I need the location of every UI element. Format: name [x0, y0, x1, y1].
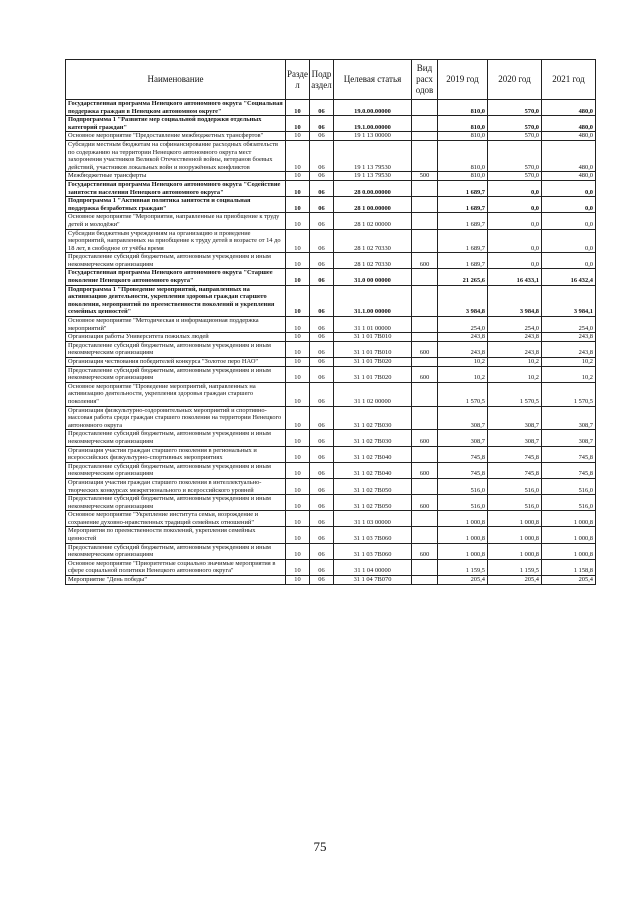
row-amount-2019-cell: 810,0 [438, 132, 488, 141]
row-amount-2021-cell: 0,0 [542, 229, 596, 253]
row-subsection-cell: 06 [310, 100, 334, 116]
row-target-article-cell: 19 1 13 79530 [334, 140, 412, 171]
row-expense-type-cell: 500 [412, 172, 438, 181]
row-subsection-cell: 06 [310, 559, 334, 575]
row-subsection-cell: 06 [310, 213, 334, 229]
row-amount-2020-cell: 745,8 [488, 446, 542, 462]
row-section-cell: 10 [286, 213, 310, 229]
row-section-cell: 10 [286, 197, 310, 213]
table-row [66, 543, 596, 559]
row-amount-2019-cell: 1 000,8 [438, 527, 488, 543]
row-expense-type-cell [412, 180, 438, 196]
row-amount-2019-cell: 1 689,7 [438, 197, 488, 213]
row-amount-2021-cell: 745,8 [542, 446, 596, 462]
row-section-cell: 10 [286, 317, 310, 333]
row-subsection-cell: 06 [310, 576, 334, 585]
row-expense-type-cell: 600 [412, 462, 438, 478]
header-subsection: Подр аздел [310, 60, 334, 100]
table-row [66, 527, 596, 543]
row-amount-2020-cell: 16 433,1 [488, 269, 542, 285]
row-amount-2021-cell: 0,0 [542, 253, 596, 269]
row-name-cell: Организация участия граждан старшего поколения в региональных и всероссийских физкультурно-спортивных мероприятиях [66, 446, 286, 462]
row-amount-2021-cell: 16 432,4 [542, 269, 596, 285]
row-name-cell: Предоставление субсидий бюджетным, автономным учреждениям и иным некоммерческим организациям [66, 366, 286, 382]
row-name-cell: Межбюджетные трансферты [66, 172, 286, 181]
row-amount-2020-cell: 570,0 [488, 116, 542, 132]
row-subsection-cell: 06 [310, 511, 334, 527]
header-year-2020: 2020 год [488, 60, 542, 100]
row-target-article-cell: 31 1 03 00000 [334, 511, 412, 527]
row-amount-2020-cell: 10,2 [488, 358, 542, 367]
row-amount-2021-cell: 205,4 [542, 576, 596, 585]
row-amount-2021-cell: 480,0 [542, 116, 596, 132]
row-name-cell: Предоставление субсидий бюджетным, автономным учреждениям и иным некоммерческим организациям [66, 253, 286, 269]
row-subsection-cell: 06 [310, 172, 334, 181]
row-section-cell: 10 [286, 559, 310, 575]
row-amount-2019-cell: 10,2 [438, 358, 488, 367]
row-section-cell: 10 [286, 100, 310, 116]
row-name-cell: Основное мероприятие "Мероприятия, направленные на приобщение к труду детей и молодёжи" [66, 213, 286, 229]
row-expense-type-cell: 600 [412, 430, 438, 446]
row-expense-type-cell [412, 358, 438, 367]
row-amount-2019-cell: 308,7 [438, 406, 488, 430]
row-section-cell: 10 [286, 382, 310, 406]
table-row [66, 462, 596, 478]
row-amount-2019-cell: 810,0 [438, 100, 488, 116]
row-subsection-cell: 06 [310, 333, 334, 342]
row-amount-2020-cell: 1 000,8 [488, 543, 542, 559]
row-expense-type-cell: 600 [412, 341, 438, 357]
row-section-cell: 10 [286, 511, 310, 527]
row-amount-2020-cell: 1 159,5 [488, 559, 542, 575]
row-amount-2019-cell: 254,0 [438, 317, 488, 333]
table-row [66, 333, 596, 342]
row-name-cell: Предоставление субсидий бюджетным, автономным учреждениям и иным некоммерческим организациям [66, 341, 286, 357]
row-target-article-cell: 19.0.00.00000 [334, 100, 412, 116]
row-expense-type-cell [412, 559, 438, 575]
row-section-cell: 10 [286, 132, 310, 141]
row-target-article-cell: 31 1 03 7В060 [334, 527, 412, 543]
row-subsection-cell: 06 [310, 269, 334, 285]
row-amount-2021-cell: 480,0 [542, 100, 596, 116]
row-amount-2021-cell: 1 000,8 [542, 527, 596, 543]
row-name-cell: Основное мероприятие "Приоритетные социально значимые мероприятия в сфере социальной политики Ненецкого автономного округа" [66, 559, 286, 575]
row-subsection-cell: 06 [310, 180, 334, 196]
row-target-article-cell: 31 1 01 7В010 [334, 341, 412, 357]
row-expense-type-cell [412, 317, 438, 333]
row-target-article-cell: 28 1 02 00000 [334, 213, 412, 229]
row-subsection-cell: 06 [310, 527, 334, 543]
table-row [66, 406, 596, 430]
row-target-article-cell: 31 1 02 7В030 [334, 430, 412, 446]
header-year-2019: 2019 год [438, 60, 488, 100]
row-subsection-cell: 06 [310, 317, 334, 333]
row-section-cell: 10 [286, 462, 310, 478]
row-name-cell: Основное мероприятие "Проведение мероприятий, направленных на активизацию деятельности, укрепления здоровья граждан старшего поколения" [66, 382, 286, 406]
row-subsection-cell: 06 [310, 478, 334, 494]
row-target-article-cell: 19 1 13 79530 [334, 172, 412, 181]
table-row [66, 495, 596, 511]
table-row [66, 213, 596, 229]
row-section-cell: 10 [286, 527, 310, 543]
row-amount-2021-cell: 308,7 [542, 406, 596, 430]
row-amount-2020-cell: 243,8 [488, 333, 542, 342]
row-expense-type-cell [412, 406, 438, 430]
row-amount-2020-cell: 1 570,5 [488, 382, 542, 406]
row-section-cell: 10 [286, 229, 310, 253]
row-target-article-cell: 28 1 02 70330 [334, 229, 412, 253]
row-target-article-cell: 31 1 04 7В070 [334, 576, 412, 585]
row-subsection-cell: 06 [310, 140, 334, 171]
row-amount-2020-cell: 308,7 [488, 430, 542, 446]
row-section-cell: 10 [286, 358, 310, 367]
row-amount-2021-cell: 243,8 [542, 341, 596, 357]
row-amount-2019-cell: 516,0 [438, 495, 488, 511]
table-body [66, 100, 596, 585]
row-amount-2021-cell: 254,0 [542, 317, 596, 333]
row-name-cell: Предоставление субсидий бюджетным, автономным учреждениям и иным некоммерческим организациям [66, 543, 286, 559]
row-expense-type-cell [412, 511, 438, 527]
row-expense-type-cell: 600 [412, 253, 438, 269]
row-section-cell: 10 [286, 253, 310, 269]
row-name-cell: Предоставление субсидий бюджетным, автономным учреждениям и иным некоммерческим организациям [66, 462, 286, 478]
row-expense-type-cell [412, 527, 438, 543]
row-expense-type-cell [412, 197, 438, 213]
row-expense-type-cell [412, 285, 438, 316]
row-expense-type-cell [412, 576, 438, 585]
row-expense-type-cell [412, 446, 438, 462]
row-subsection-cell: 06 [310, 366, 334, 382]
row-target-article-cell: 31 1 01 7В010 [334, 333, 412, 342]
row-amount-2020-cell: 516,0 [488, 478, 542, 494]
row-amount-2019-cell: 810,0 [438, 140, 488, 171]
row-amount-2019-cell: 10,2 [438, 366, 488, 382]
row-section-cell: 10 [286, 495, 310, 511]
row-subsection-cell: 06 [310, 197, 334, 213]
header-section: Разде л [286, 60, 310, 100]
row-name-cell: Субсидии местным бюджетам на софинансирование расходных обязательств по содержанию на территории Ненецкого автономного округа мест захоронения участников Великой Отечественной войны, ветеранов боевых действий, участников локальных войн и вооружённых конфликтов [66, 140, 286, 171]
row-expense-type-cell [412, 269, 438, 285]
row-section-cell: 10 [286, 269, 310, 285]
table-row [66, 341, 596, 357]
row-expense-type-cell [412, 213, 438, 229]
row-subsection-cell: 06 [310, 116, 334, 132]
row-section-cell: 10 [286, 140, 310, 171]
row-target-article-cell: 31 1 02 7В040 [334, 462, 412, 478]
table-row [66, 253, 596, 269]
table-row [66, 172, 596, 181]
row-subsection-cell: 06 [310, 430, 334, 446]
row-section-cell: 10 [286, 341, 310, 357]
row-amount-2019-cell: 1 000,8 [438, 543, 488, 559]
row-amount-2020-cell: 308,7 [488, 406, 542, 430]
row-amount-2020-cell: 243,8 [488, 341, 542, 357]
table-row [66, 229, 596, 253]
row-subsection-cell: 06 [310, 253, 334, 269]
row-amount-2019-cell: 1 689,7 [438, 180, 488, 196]
table-row [66, 446, 596, 462]
row-amount-2021-cell: 745,8 [542, 462, 596, 478]
row-section-cell: 10 [286, 180, 310, 196]
row-expense-type-cell: 600 [412, 366, 438, 382]
table-row [66, 140, 596, 171]
table-row [66, 285, 596, 316]
table-row [66, 317, 596, 333]
row-target-article-cell: 31 1 01 7В020 [334, 366, 412, 382]
row-amount-2019-cell: 205,4 [438, 576, 488, 585]
row-amount-2019-cell: 1 000,8 [438, 511, 488, 527]
row-amount-2019-cell: 21 265,6 [438, 269, 488, 285]
row-amount-2019-cell: 745,8 [438, 462, 488, 478]
row-amount-2020-cell: 205,4 [488, 576, 542, 585]
row-amount-2021-cell: 516,0 [542, 478, 596, 494]
row-name-cell: Организация работы Университета пожилых людей [66, 333, 286, 342]
header-name: Наименование [66, 60, 286, 100]
row-amount-2020-cell: 0,0 [488, 197, 542, 213]
row-target-article-cell: 31 1 04 00000 [334, 559, 412, 575]
row-subsection-cell: 06 [310, 229, 334, 253]
row-amount-2021-cell: 1 000,8 [542, 511, 596, 527]
row-section-cell: 10 [286, 285, 310, 316]
table-row [66, 180, 596, 196]
row-amount-2021-cell: 1 158,8 [542, 559, 596, 575]
row-section-cell: 10 [286, 366, 310, 382]
row-target-article-cell: 31 1 02 7В050 [334, 478, 412, 494]
row-amount-2020-cell: 745,8 [488, 462, 542, 478]
row-name-cell: Мероприятие "День победы" [66, 576, 286, 585]
row-amount-2020-cell: 570,0 [488, 140, 542, 171]
row-expense-type-cell [412, 382, 438, 406]
row-subsection-cell: 06 [310, 462, 334, 478]
row-amount-2019-cell: 810,0 [438, 172, 488, 181]
row-amount-2021-cell: 0,0 [542, 213, 596, 229]
row-name-cell: Организация чествования победителей конкурса "Золотое перо НАО" [66, 358, 286, 367]
row-subsection-cell: 06 [310, 406, 334, 430]
row-amount-2021-cell: 0,0 [542, 197, 596, 213]
row-name-cell: Предоставление субсидий бюджетным, автономным учреждениям и иным некоммерческим организациям [66, 430, 286, 446]
row-subsection-cell: 06 [310, 285, 334, 316]
row-amount-2021-cell: 0,0 [542, 180, 596, 196]
header-row [66, 60, 596, 100]
row-name-cell: Предоставление субсидий бюджетным, автономным учреждениям и иным некоммерческим организациям [66, 495, 286, 511]
row-expense-type-cell [412, 229, 438, 253]
table-row [66, 116, 596, 132]
row-amount-2021-cell: 10,2 [542, 358, 596, 367]
table-row [66, 100, 596, 116]
row-amount-2021-cell: 480,0 [542, 172, 596, 181]
table-row [66, 511, 596, 527]
row-amount-2021-cell: 1 570,5 [542, 382, 596, 406]
row-section-cell: 10 [286, 172, 310, 181]
row-target-article-cell: 31.1.00 00000 [334, 285, 412, 316]
row-amount-2019-cell: 1 689,7 [438, 229, 488, 253]
row-section-cell: 10 [286, 333, 310, 342]
row-target-article-cell: 31 1 03 7В060 [334, 543, 412, 559]
row-target-article-cell: 19.1.00.00000 [334, 116, 412, 132]
row-amount-2021-cell: 480,0 [542, 140, 596, 171]
row-amount-2020-cell: 570,0 [488, 100, 542, 116]
row-target-article-cell: 31 1 02 7В050 [334, 495, 412, 511]
table-row [66, 430, 596, 446]
row-name-cell: Организация физкультурно-оздоровительных мероприятий и спортивно-массовая работа среди граждан старшего поколения на территории Ненецкого автономного округа [66, 406, 286, 430]
row-subsection-cell: 06 [310, 495, 334, 511]
row-amount-2019-cell: 308,7 [438, 430, 488, 446]
row-name-cell: Государственная программа Ненецкого автономного округа "Старшее поколение Ненецкого автономного округа" [66, 269, 286, 285]
row-target-article-cell: 28 1 02 70330 [334, 253, 412, 269]
table-row [66, 366, 596, 382]
row-expense-type-cell [412, 116, 438, 132]
row-name-cell: Государственная программа Ненецкого автономного округа "Содействие занятости населения Ненецкого автономного округа" [66, 180, 286, 196]
row-name-cell: Организация участия граждан старшего поколения в интеллектуально-творческих конкурсах межрегионального и всероссийского уровней [66, 478, 286, 494]
table-row [66, 358, 596, 367]
row-name-cell: Государственная программа Ненецкого автономного округа "Социальная поддержка граждан в Ненецком автономном округе" [66, 100, 286, 116]
row-subsection-cell: 06 [310, 382, 334, 406]
row-target-article-cell: 31 1 01 7В020 [334, 358, 412, 367]
row-amount-2019-cell: 1 689,7 [438, 213, 488, 229]
table-row [66, 132, 596, 141]
row-section-cell: 10 [286, 543, 310, 559]
row-amount-2020-cell: 3 984,8 [488, 285, 542, 316]
row-name-cell: Основное мероприятие "Предоставление межбюджетных трансфертов" [66, 132, 286, 141]
row-expense-type-cell [412, 333, 438, 342]
row-section-cell: 10 [286, 406, 310, 430]
row-amount-2021-cell: 1 000,8 [542, 543, 596, 559]
row-amount-2020-cell: 516,0 [488, 495, 542, 511]
row-name-cell: Субсидии бюджетным учреждениям на организацию и проведение мероприятий, направленных на приобщение к труду детей в возрасте от 14 до 18 лет, в свободное от учёбы время [66, 229, 286, 253]
table-row [66, 576, 596, 585]
header-target-article: Целевая статья [334, 60, 412, 100]
row-name-cell: Мероприятия по преемственности поколений, укрепления семейных ценностей [66, 527, 286, 543]
row-amount-2021-cell: 243,8 [542, 333, 596, 342]
row-name-cell: Подпрограмма 1 "Развитие мер социальной поддержки отдельных категорий граждан" [66, 116, 286, 132]
row-target-article-cell: 31 1 01 00000 [334, 317, 412, 333]
row-section-cell: 10 [286, 446, 310, 462]
row-amount-2021-cell: 3 984,1 [542, 285, 596, 316]
row-amount-2021-cell: 480,0 [542, 132, 596, 141]
row-name-cell: Подпрограмма 1 "Проведение мероприятий, направленных на активизацию деятельности, укрепления здоровья граждан старшего поколения, мероприятий по преемственности поколений и укрепления семейных ценностей" [66, 285, 286, 316]
row-expense-type-cell: 600 [412, 495, 438, 511]
row-expense-type-cell [412, 132, 438, 141]
row-amount-2021-cell: 516,0 [542, 495, 596, 511]
row-amount-2019-cell: 1 689,7 [438, 253, 488, 269]
row-subsection-cell: 06 [310, 132, 334, 141]
row-amount-2019-cell: 810,0 [438, 116, 488, 132]
row-amount-2019-cell: 745,8 [438, 446, 488, 462]
table-row [66, 269, 596, 285]
table-row [66, 478, 596, 494]
table-row [66, 197, 596, 213]
row-section-cell: 10 [286, 576, 310, 585]
row-amount-2021-cell: 308,7 [542, 430, 596, 446]
row-target-article-cell: 31.0 00 00000 [334, 269, 412, 285]
row-amount-2020-cell: 1 000,8 [488, 511, 542, 527]
row-amount-2019-cell: 1 570,5 [438, 382, 488, 406]
row-amount-2020-cell: 10,2 [488, 366, 542, 382]
row-name-cell: Основное мероприятие "Методическая и информационная поддержка мероприятий" [66, 317, 286, 333]
row-name-cell: Основное мероприятие "Укрепление института семьи, возрождение и сохранение духовно-нравственных традиций семейных отношений" [66, 511, 286, 527]
row-target-article-cell: 31 1 02 7В030 [334, 406, 412, 430]
row-section-cell: 10 [286, 478, 310, 494]
row-subsection-cell: 06 [310, 358, 334, 367]
row-target-article-cell: 31 1 02 7В040 [334, 446, 412, 462]
row-amount-2019-cell: 3 984,8 [438, 285, 488, 316]
header-expense-type: Вид расх одов [412, 60, 438, 100]
row-target-article-cell: 31 1 02 00000 [334, 382, 412, 406]
row-expense-type-cell [412, 100, 438, 116]
row-expense-type-cell: 600 [412, 543, 438, 559]
row-amount-2020-cell: 570,0 [488, 132, 542, 141]
budget-table [65, 59, 596, 585]
row-amount-2020-cell: 570,0 [488, 172, 542, 181]
row-amount-2020-cell: 1 000,8 [488, 527, 542, 543]
row-amount-2019-cell: 1 159,5 [438, 559, 488, 575]
table-row [66, 559, 596, 575]
row-target-article-cell: 19 1 13 00000 [334, 132, 412, 141]
row-amount-2020-cell: 0,0 [488, 213, 542, 229]
row-section-cell: 10 [286, 116, 310, 132]
row-amount-2020-cell: 0,0 [488, 229, 542, 253]
row-amount-2020-cell: 0,0 [488, 180, 542, 196]
table-row [66, 382, 596, 406]
row-expense-type-cell [412, 478, 438, 494]
row-amount-2019-cell: 243,8 [438, 333, 488, 342]
row-section-cell: 10 [286, 430, 310, 446]
row-target-article-cell: 28 0.00.00000 [334, 180, 412, 196]
page-number: 75 [313, 839, 327, 854]
row-amount-2021-cell: 10,2 [542, 366, 596, 382]
row-subsection-cell: 06 [310, 543, 334, 559]
row-amount-2020-cell: 254,0 [488, 317, 542, 333]
row-amount-2019-cell: 243,8 [438, 341, 488, 357]
row-name-cell: Подпрограмма 1 "Активная политика занятости и социальная поддержка безработных граждан" [66, 197, 286, 213]
row-amount-2020-cell: 0,0 [488, 253, 542, 269]
header-year-2021: 2021 год [542, 60, 596, 100]
row-subsection-cell: 06 [310, 446, 334, 462]
row-target-article-cell: 28 1 00.00000 [334, 197, 412, 213]
row-subsection-cell: 06 [310, 341, 334, 357]
row-expense-type-cell [412, 140, 438, 171]
row-amount-2019-cell: 516,0 [438, 478, 488, 494]
